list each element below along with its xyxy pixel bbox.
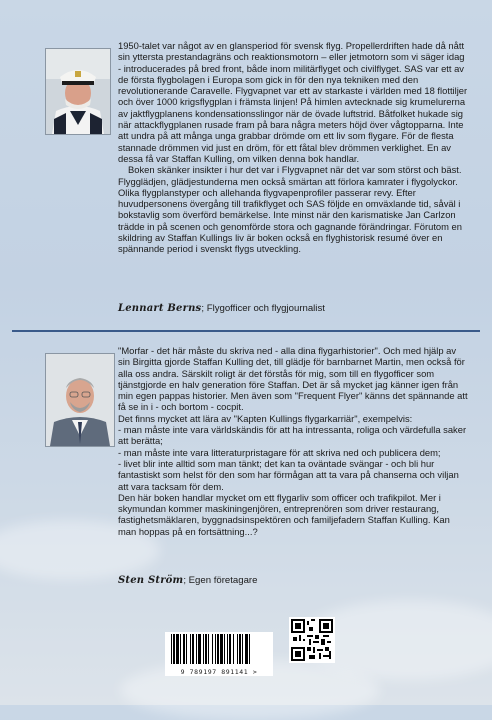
barcode-bar bbox=[192, 634, 194, 664]
signature-2 bbox=[118, 575, 257, 586]
isbn-digits: 9 789197 891141 > bbox=[180, 668, 258, 676]
foreword-1-paragraph-1: 1950-talet var något av en glansperiod för svensk flyg. Propellerdriften hade då nått sin yttersta prestandagräns och reaktionsmotorn – eller jetmotorn som vi säger idag - introducerades på bred front, både inom militärflyget och civilflyget. SAS var ett av de första flygbolagen i Europa som gick in för den nya tekniken med den revolutionerande Caravelle. Flygvapnet var ett av starkaste i världen med 18 flottiljer och över 1000 krigsflygplan i främsta linjen! På himlen avtecknade sig krumelurerna av jaktflygplanens kondensationsslingor när de övade luftstrid. Båtfolket hukade sig när attackflygplanen rusade fram på bara några meters höjd över vågtopparna. Inte att undra på att många unga grabbar drömde om ett liv som flygare. För de flesta stannade drömmen vid just en dröm, för ett fåtal blev drömmen verklighet. En av dessa få var Staffan Kulling, om vilken denna bok handlar. bbox=[118, 40, 468, 164]
barcode-bar bbox=[208, 634, 209, 664]
barcode-bar bbox=[203, 634, 204, 664]
foreword-section-1 bbox=[118, 40, 470, 255]
foreword-section-2 bbox=[118, 345, 470, 537]
barcode-bar bbox=[196, 634, 197, 664]
signature-1-name: Lennart Berns bbox=[118, 303, 202, 314]
barcode-bar bbox=[220, 634, 223, 664]
author-portrait-photo bbox=[45, 353, 115, 447]
barcode-bar bbox=[215, 634, 216, 664]
barcode-bar bbox=[212, 634, 213, 664]
barcode-bar bbox=[233, 634, 234, 664]
barcode-bar bbox=[237, 634, 238, 664]
foreword-1-paragraph-2: Boken skänker insikter i hur det var i Flygvapnet när det var som störst och bäst. Flygglädjen, glädjestunderna men också smärtan att förlora kamrater i flygolyckor. Olika flygplanstyper och allehanda flygvapenprofiler passerar revy. Efter huvudpersonens övergång till trafikflyget och SAS följde en omväxlande tid, såväl i bokstavlig som överförd bemärkelse. Inte minst när den karismatiske Jan Carlzon trädde in på scenen och genomförde stora och gagnande förändringar. Förutom en skildring av Staffan Kullings liv är boken också en flyghistorisk resumé över en spännande period i svenskt flygs utveckling. bbox=[118, 164, 462, 255]
foreword-2-line-6: Den här boken handlar mycket om ett flygarliv som officer och trafikpilot. Mer i skymundan kommer maskiningenjören, entreprenören som driver restaurang, fastighetsmäklaren, byggnadsinspektören och familjefadern Staffan Kulling. Kan man hoppas på en fortsättning...? bbox=[118, 491, 450, 537]
foreword-2-line-4: - man måste inte vara litteraturpristagare för att skriva ned och publicera dem; bbox=[118, 446, 441, 458]
signature-1-title: ; Flygofficer och flygjournalist bbox=[201, 303, 325, 314]
barcode-bar bbox=[173, 634, 175, 664]
barcode-bar bbox=[242, 634, 243, 664]
foreword-2-line-5: - livet blir inte alltid som man tänkt; det kan ta oväntade svängar - och bli hur fantastiskt som helst för den som har förmågan att ta vara på chanserna och viljan att vara tacksam för dem. bbox=[118, 457, 459, 492]
barcode-bar bbox=[198, 634, 201, 664]
barcode-bar bbox=[176, 634, 179, 664]
signature-2-name: Sten Ström bbox=[118, 575, 184, 586]
isbn-barcode bbox=[165, 632, 273, 676]
barcode-bar bbox=[180, 634, 181, 664]
barcode-bar bbox=[224, 634, 225, 664]
barcode-bar bbox=[190, 634, 191, 664]
signature-1 bbox=[118, 303, 325, 314]
barcode-bar bbox=[171, 634, 172, 664]
barcode-bar bbox=[227, 634, 228, 664]
barcode-bar bbox=[229, 634, 231, 664]
barcode-bar bbox=[245, 634, 248, 664]
barcode-bar bbox=[186, 634, 187, 664]
barcode-bar bbox=[249, 634, 250, 664]
pilot-portrait-photo bbox=[45, 48, 111, 135]
signature-2-title: ; Egen företagare bbox=[183, 575, 258, 586]
barcode-bar bbox=[217, 634, 219, 664]
barcode-bar bbox=[183, 634, 185, 664]
foreword-2-line-2: Det finns mycket att lära av "Kapten Kullings flygarkarriär", exempelvis: bbox=[118, 412, 413, 424]
section-divider bbox=[12, 330, 480, 332]
foreword-2-line-3: - man måste inte vara världskändis för att ha intressanta, roliga och värdefulla saker att berätta; bbox=[118, 424, 467, 447]
barcode-bar bbox=[239, 634, 241, 664]
foreword-2-line-1: "Morfar - det här måste du skriva ned - alla dina flygarhistorier". Och med hjälp av sin Birgitta gjorde Staffan Kulling det, till glädje för barnbarnet Martin, men också för alla oss andra. Särskilt roligt är det förstås för mig, som till en flygofficer som tjänstgjorde en halv generation före Staffan. Det är så mycket jag känner igen från min egen pappas historier. Men även som "Frequent Flyer" känns det spännande att få se in i - och bortom - cocpit. bbox=[118, 345, 468, 413]
qr-code bbox=[289, 617, 335, 663]
barcode-bar bbox=[205, 634, 207, 664]
